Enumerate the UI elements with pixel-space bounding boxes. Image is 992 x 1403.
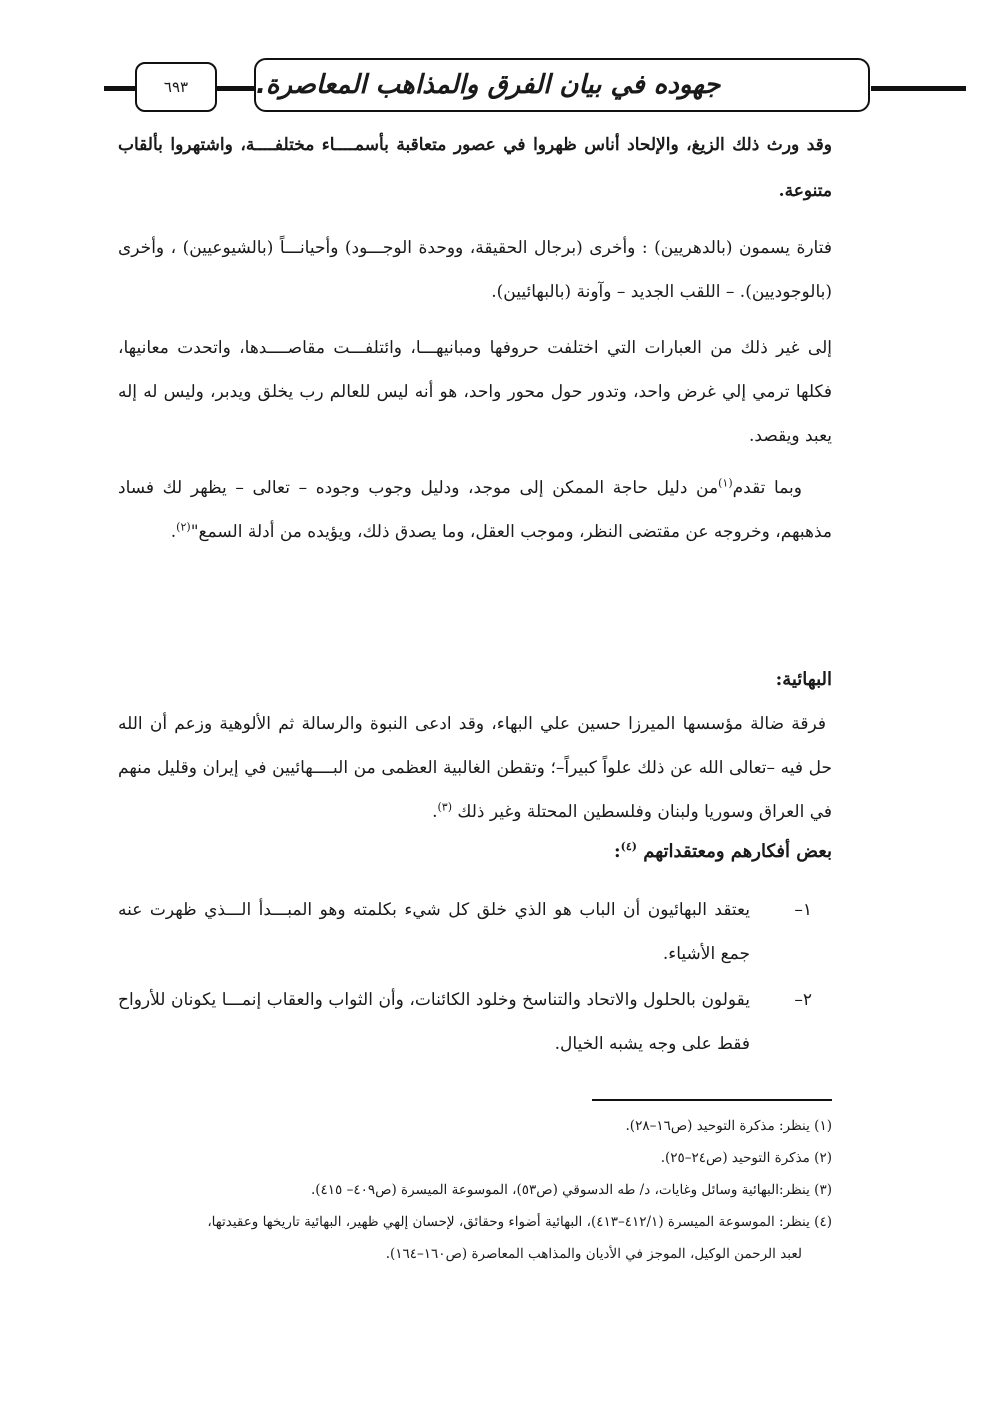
beliefs-list (118, 888, 832, 1066)
footnote-3: (٣) ينظر:البهائية وسائل وغايات، د/ طه الدسوقي (ص٥٣)، الموسوعة الميسرة (ص٤٠٩– ٤١٥). (310, 1182, 832, 1198)
paragraph-3: إلى غير ذلك من العبارات التي اختلفت حروفها ومبانيهـــا، وائتلفـــت مقاصــــدها، واتحدت معانيها، فكلها ترمي إلي غرض واحد، وتدور حول محور واحد، هو أنه ليس للعالم رب يخلق ويدبر، وليس له إله يعبد ويقصد. (118, 338, 832, 446)
intro-section (118, 122, 832, 554)
header-rule-middle (215, 86, 255, 91)
footnote-4-continuation: لعبد الرحمن الوكيل، الموجز في الأديان والمذاهب المعاصرة (ص١٦٠–١٦٤). (385, 1246, 802, 1262)
bahaism-paragraph-text: فرقة ضالة مؤسسها الميرزا حسين علي البهاء، وقد ادعى النبوة والرسالة ثم الألوهية وزعم أن الله حل فيه –تعالى الله عن ذلك علواً كبيراً–؛ وتقطن الغالبية العظمى من البــــهائيين في إيران وقليل منهم في العراق وسوريا ولبنان وفلسطين المحتلة وغير ذلك (118, 714, 832, 822)
paragraph-2: فتارة يسمون (بالدهريين) : وأخرى (برجال الحقيقة، ووحدة الوجـــود) وأحيانـــاً (بالشيوعيين) ، وأخرى (بالوجوديين). – اللقب الجديد – وآونة (بالبهائيين). (118, 238, 832, 302)
footnote-ref-4[interactable]: (٤) (620, 840, 637, 853)
bahaism-section (118, 658, 832, 870)
list-item-number: ١– (794, 900, 812, 920)
page-number: ٦٩٣ (135, 62, 217, 112)
list-item (118, 978, 832, 1066)
section-heading: البهائية: (775, 669, 832, 690)
bahaism-paragraph-end: . (432, 802, 438, 822)
footnote-2: (٢) مذكرة التوحيد (ص٢٤–٢٥). (660, 1150, 832, 1166)
list-item-number: ٢– (794, 990, 812, 1010)
bahaism-paragraph (118, 702, 832, 834)
paragraph-4-start: وبما تقدم (732, 478, 802, 498)
footnote-4: (٤) ينظر: الموسوعة الميسرة (٤١٢/١–٤١٣)، البهائية أضواء وحقائق، لإحسان إلهي ظهير، البهائية تاريخها وعقيدتها، (207, 1214, 832, 1230)
list-item (118, 888, 832, 976)
footnote-separator (592, 1099, 832, 1101)
running-title (254, 58, 870, 112)
footnotes (118, 1110, 832, 1270)
paragraph-4-body: من دليل حاجة الممكن إلى موجد، ودليل وجوب وجوده – تعالى – يظهر لك فساد مذهبهم، وخروجه عن مقتضى النظر، وموجب العقل، وما يصدق ذلك، ويؤيده من أدلة السمع" (118, 478, 832, 542)
paragraph-4 (118, 466, 832, 554)
header-rule-right (871, 86, 966, 91)
header-rule-left (104, 86, 135, 91)
footnote-ref-3[interactable]: (٣) (437, 800, 452, 814)
running-title-text: جهوده في بيان الفرق والمذاهب المعاصرة. (256, 70, 721, 100)
footnote-ref-1[interactable]: (١) (718, 476, 733, 490)
beliefs-heading-text: بعض أفكارهم ومعتقداتهم (643, 841, 832, 862)
list-item-text: يعتقد البهائيون أن الباب هو الذي خلق كل شيء بكلمته وهو المبـــدأ الـــذي ظهرت عنه جمع الأشياء. (118, 900, 750, 964)
footnote-1: (١) ينظر: مذكرة التوحيد (ص١٦–٢٨). (625, 1118, 832, 1134)
beliefs-heading (118, 834, 832, 870)
list-item-text: يقولون بالحلول والاتحاد والتناسخ وخلود الكائنات، وأن الثواب والعقاب إنمـــا يكونان للأرواح فقط على وجه يشبه الخيال. (118, 990, 750, 1054)
beliefs-heading-colon: : (613, 841, 621, 862)
footnote-ref-2[interactable]: (٢) (176, 520, 191, 534)
paragraph-4-end: . (170, 522, 177, 542)
paragraph-1: وقد ورث ذلك الزيغ، والإلحاد أناس ظهروا في عصور متعاقبة بأسمــــاء مختلفــــة، واشتهروا بألقاب متنوعة. (118, 135, 832, 201)
